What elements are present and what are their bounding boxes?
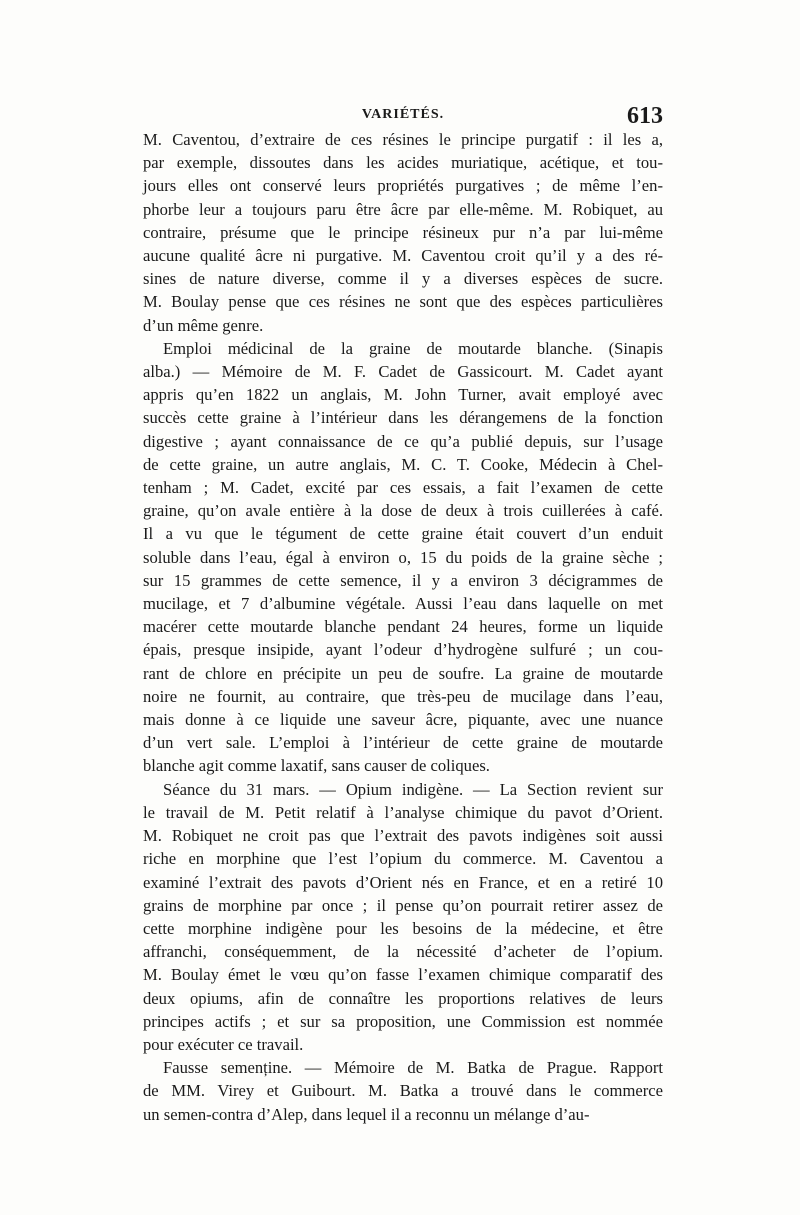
text-line: Emploi médicinal de la graine de moutarde blanche. (Sinapis [163, 338, 663, 358]
text-line: de cette graine, un autre anglais, M. C. T. Cooke, Médecin à Chel- [143, 454, 663, 474]
text-line: un semen-contra d’Alep, dans lequel il a reconnu un mélange d’au- [143, 1104, 590, 1124]
paragraph [143, 337, 663, 778]
text-line: d’un même genre. [143, 315, 264, 335]
text-line: succès cette graine à l’intérieur dans les dérangemens de la fonction [143, 408, 663, 428]
text-line: graine, qu’on avale entière à la dose de deux à trois cuillerées à café. [143, 501, 663, 521]
text-line: Séance du 31 mars. — Opium indigène. — La Section revient sur [163, 779, 663, 799]
text-line: Il a vu que le tégument de cette graine était couvert d’un enduit [143, 524, 663, 544]
text-line: affranchi, conséquemment, de la nécessité d’acheter de l’opium. [143, 942, 663, 962]
text-line: mucilage, et 7 d’albumine végétale. Aussi l’eau dans laquelle on met [143, 594, 663, 614]
text-line: par exemple, dissoutes dans les acides muriatique, acétique, et tou- [143, 153, 663, 173]
text-line: grains de morphine par once ; il pense qu’on pourrait retirer assez de [143, 895, 663, 915]
text-line: d’un vert sale. L’emploi à l’intérieur de cette graine de moutarde [143, 733, 663, 753]
text-line: cette morphine indigène pour les besoins de la médecine, et être [143, 918, 663, 938]
text-line: de MM. Virey et Guibourt. M. Batka a trouvé dans le commerce [143, 1081, 663, 1101]
text-line: principes actifs ; et sur sa proposition, une Commission est nommée [143, 1011, 663, 1031]
text-line: sur 15 grammes de cette semence, il y a environ 3 décigrammes de [143, 570, 663, 590]
text-line: examiné l’extrait des pavots d’Orient nés en France, et en a retiré 10 [143, 872, 663, 892]
text-line: Fausse semenține. — Mémoire de M. Batka de Prague. Rapport [163, 1058, 663, 1078]
text-line: blanche agit comme laxatif, sans causer de coliques. [143, 756, 490, 776]
text-line: le travail de M. Petit relatif à l’analyse chimique du pavot d’Orient. [143, 802, 663, 822]
paragraph [143, 128, 663, 337]
text-line: noire ne fournit, au contraire, que très-peu de mucilage dans l’eau, [143, 686, 663, 706]
text-line: M. Boulay pense que ces résines ne sont que des espèces particulières [143, 292, 663, 312]
text-line: appris qu’en 1822 un anglais, M. John Turner, avait employé avec [143, 385, 663, 405]
text-line: soluble dans l’eau, égal à environ o, 15 du poids de la graine sèche ; [143, 547, 663, 567]
page-number: 613 [627, 103, 663, 129]
text-line: M. Caventou, d’extraire de ces résines le principe purgatif : il les a, [143, 130, 663, 149]
body-text [143, 128, 663, 1126]
text-line: mais donne à ce liquide une saveur âcre, piquante, avec une nuance [143, 710, 663, 730]
paragraph [143, 1056, 663, 1126]
text-line: aucune qualité âcre ni purgative. M. Caventou croit qu’il y a des ré- [143, 246, 663, 266]
text-line: épais, presque insipide, ayant l’odeur d’hydrogène sulfuré ; un cou- [143, 640, 663, 660]
text-line: digestive ; ayant connaissance de ce qu’a publié depuis, sur l’usage [143, 431, 663, 451]
running-head: VARIÉTÉS. [361, 107, 445, 122]
text-line: sines de nature diverse, comme il y a diverses espèces de sucre. [143, 269, 663, 289]
text-line: contraire, présume que le principe résineux pur n’a par lui-même [143, 222, 663, 242]
text-line: macérer cette moutarde blanche pendant 24 heures, forme un liquide [143, 617, 663, 637]
text-line: phorbe leur a toujours paru être âcre par elle-même. M. Robiquet, au [143, 199, 663, 219]
paragraph [143, 778, 663, 1056]
text-line: M. Robiquet ne croit pas que l’extrait des pavots indigènes soit aussi [143, 826, 663, 846]
text-line: tenham ; M. Cadet, excité par ces essais, a fait l’examen de cette [143, 478, 663, 498]
text-line: riche en morphine que l’est l’opium du commerce. M. Caventou a [143, 849, 663, 869]
text-line: alba.) — Mémoire de M. F. Cadet de Gassicourt. M. Cadet ayant [143, 362, 663, 382]
text-line: M. Boulay émet le vœu qu’on fasse l’examen chimique comparatif des [143, 965, 663, 985]
text-line: rant de chlore en précipite un peu de soufre. La graine de moutarde [143, 663, 663, 683]
text-line: jours elles ont conservé leurs propriétés purgatives ; de même l’en- [143, 176, 663, 196]
text-line: deux opiums, afin de connaître les proportions relatives de leurs [143, 988, 663, 1008]
text-line: pour exécuter ce travail. [143, 1034, 304, 1054]
